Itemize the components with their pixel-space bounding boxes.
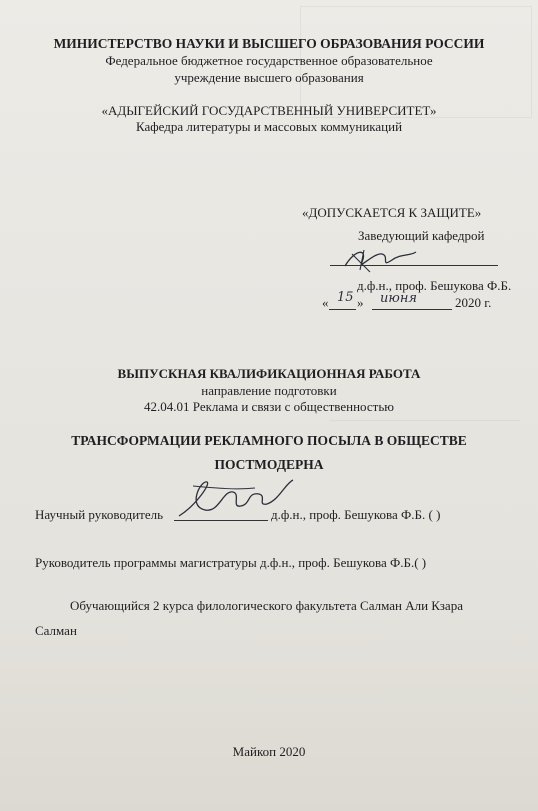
institution-type-line-2: учреждение высшего образования: [174, 70, 364, 85]
student-line-1: Обучающийся 2 курса филологического факультета Салман Али Кзара: [70, 598, 463, 613]
direction-value: 42.04.01 Реклама и связи с общественностью: [144, 399, 394, 414]
city-year: Майкоп 2020: [232, 744, 306, 759]
approval-role: Заведующий кафедрой: [358, 228, 485, 243]
approval-heading: «ДОПУСКАЕТСЯ К ЗАЩИТЕ»: [302, 205, 482, 220]
direction-label: направление подготовки: [201, 383, 337, 398]
date-day-line: [329, 309, 356, 310]
approval-date-close-quote: »: [357, 295, 364, 310]
approval-date-open-quote: «: [322, 295, 329, 310]
institution-type-line-1: Федеральное бюджетное государственное образовательное: [105, 53, 433, 68]
program-head: Руководитель программы магистратуры д.ф.н., проф. Бешукова Ф.Б.( ): [35, 555, 427, 570]
work-type: ВЫПУСКНАЯ КВАЛИФИКАЦИОННАЯ РАБОТА: [117, 366, 421, 381]
date-month-line: [372, 309, 452, 310]
supervisor-label: Научный руководитель: [35, 507, 164, 522]
approval-day-handwritten: 15: [337, 290, 354, 305]
thesis-title-line-1: ТРАНСФОРМАЦИИ РЕКЛАМНОГО ПОСЫЛА В ОБЩЕСТВЕ: [71, 433, 467, 448]
student-line-2: Салман: [35, 623, 77, 638]
department-name: Кафедра литературы и массовых коммуникаций: [135, 119, 403, 134]
thesis-title-line-2: ПОСТМОДЕРНА: [214, 457, 324, 472]
approval-name: д.ф.н., проф. Бешукова Ф.Б.: [357, 278, 512, 293]
university-name: «АДЫГЕЙСКИЙ ГОСУДАРСТВЕННЫЙ УНИВЕРСИТЕТ»: [101, 103, 437, 118]
supervisor-name: д.ф.н., проф. Бешукова Ф.Б. ( ): [271, 507, 441, 522]
ministry-title: МИНИСТЕРСТВО НАУКИ И ВЫСШЕГО ОБРАЗОВАНИЯ РОССИИ: [53, 36, 485, 51]
approval-year: 2020 г.: [455, 295, 492, 310]
approval-month-handwritten: июня: [380, 291, 417, 306]
head-signature: [340, 244, 420, 274]
